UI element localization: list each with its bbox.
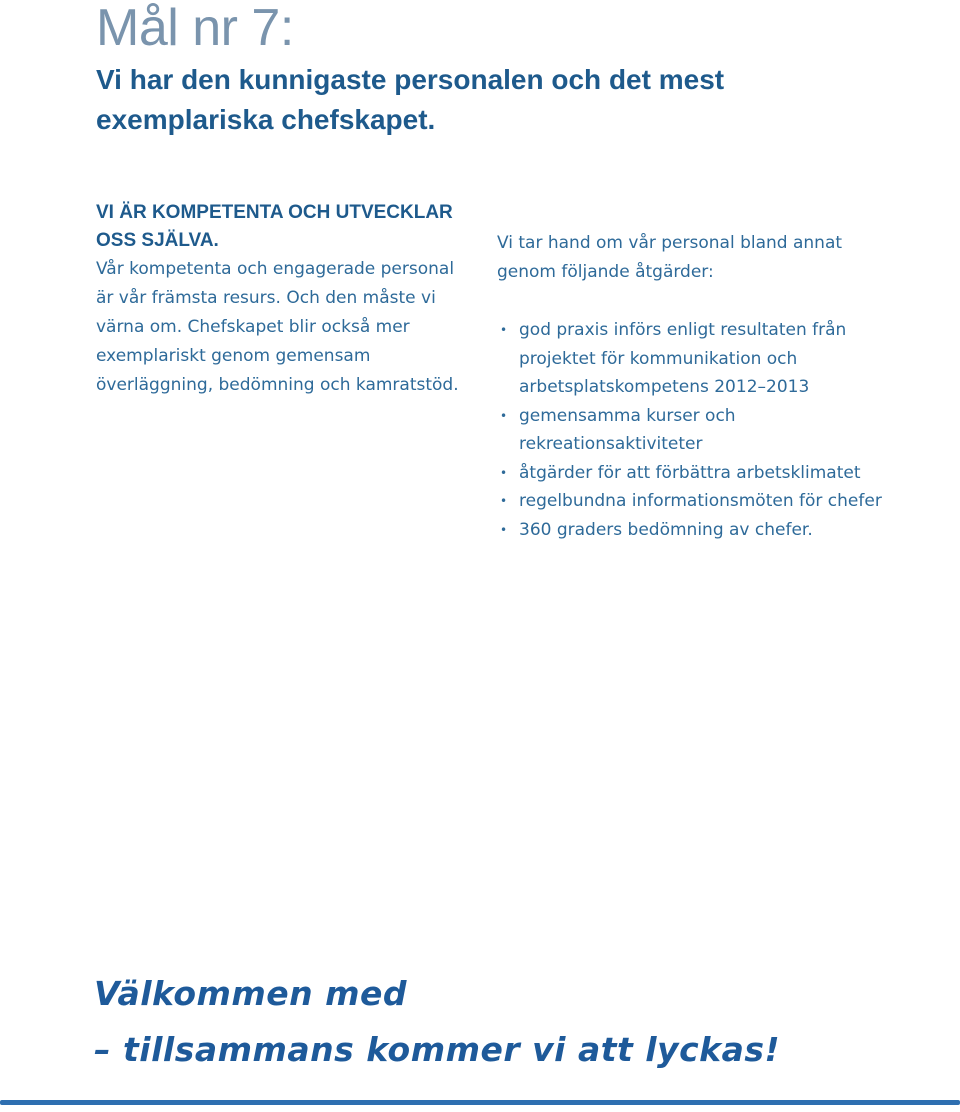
welcome-message <box>94 968 914 1076</box>
list-item: • regelbundna informationsmöten för chefer <box>497 487 897 516</box>
left-column <box>96 199 476 400</box>
right-column <box>497 229 897 544</box>
bullet-icon: • <box>500 408 508 423</box>
welcome-line-1: Välkommen med <box>94 974 408 1013</box>
list-item: • gemensamma kurser och rekreationsaktiviteter <box>497 402 897 459</box>
bullet-icon: • <box>500 522 508 537</box>
bullet-icon: • <box>500 323 508 337</box>
section-kicker: VI ÄR KOMPETENTA OCH UTVECKLAR OSS SJÄLVA. <box>96 202 453 251</box>
left-body-text: Vår kompetenta och engagerade personal är vår främsta resurs. Och den måste vi värna om. Chefskapet blir också mer exemplariskt genom gemensam överläggning, bedömning och kamratstöd. <box>96 259 459 395</box>
page-title: Mål nr 7: <box>96 0 294 57</box>
measures-list <box>497 316 897 544</box>
list-item: • åtgärder för att förbättra arbetsklimatet <box>497 459 897 488</box>
page-subtitle: Vi har den kunnigaste personalen och det mest exemplariska chefskapet. <box>96 64 725 135</box>
bullet-icon: • <box>500 494 508 508</box>
measures-intro: Vi tar hand om vår personal bland annat genom följande åtgärder: <box>497 233 843 282</box>
bullet-icon: • <box>500 465 508 480</box>
welcome-line-2: – tillsammans kommer vi att lyckas! <box>94 1030 781 1069</box>
list-item: • god praxis införs enligt resultaten från projektet för kommunikation och arbetsplatskompetens 2012–2013 <box>497 316 897 402</box>
bottom-divider <box>0 1100 960 1105</box>
list-item: • 360 graders bedömning av chefer. <box>497 516 897 545</box>
